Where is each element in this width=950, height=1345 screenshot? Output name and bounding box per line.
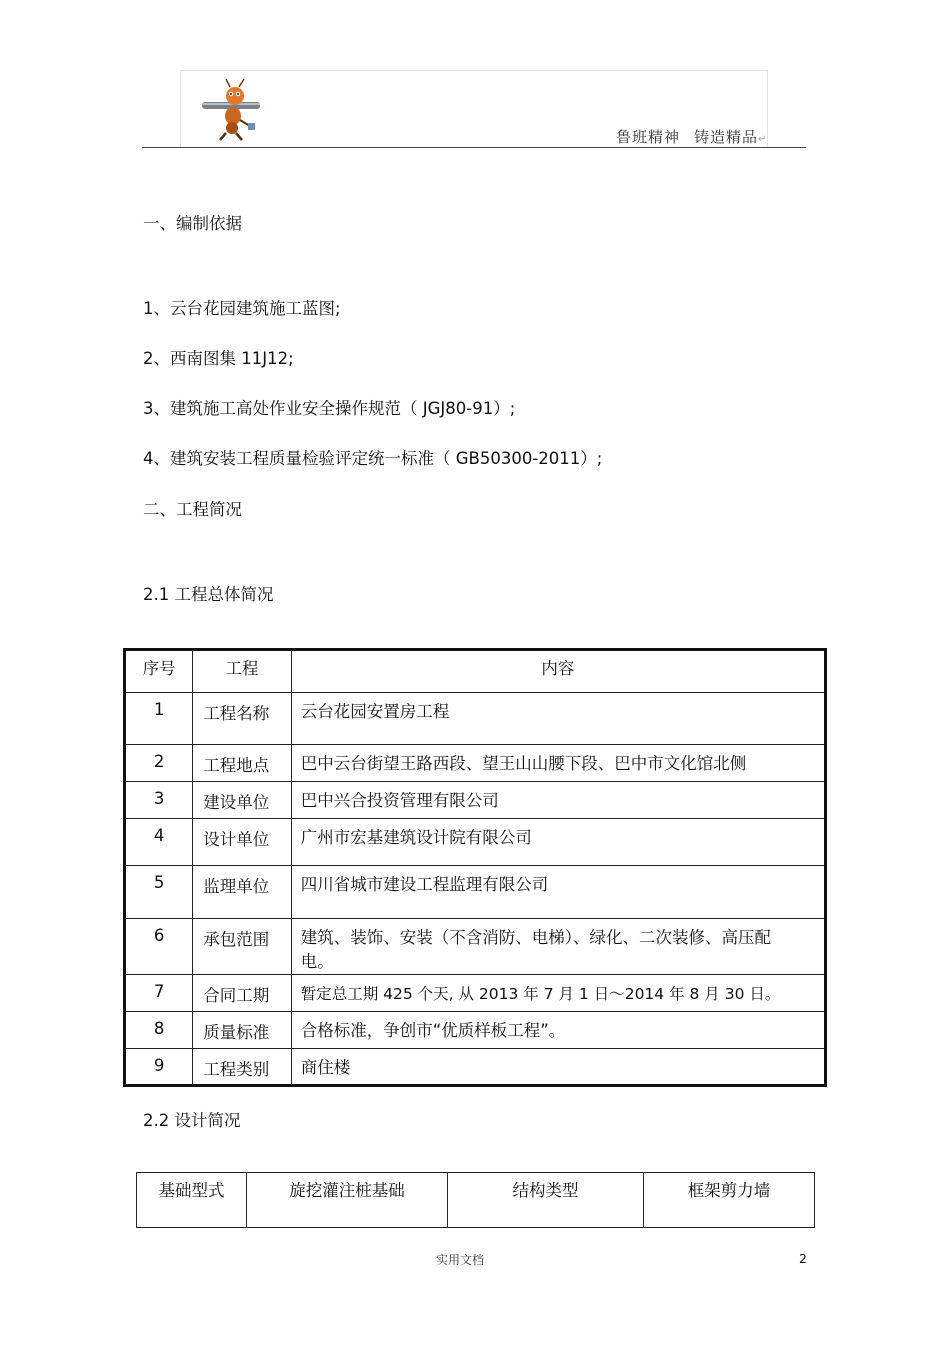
row-content: 四川省城市建设工程监理有限公司	[291, 866, 825, 919]
table-row	[137, 1173, 815, 1228]
subsection-heading-overall: 2.1 工程总体简况	[143, 585, 274, 604]
paragraph-mark-icon: ↵	[758, 134, 768, 145]
row-item: 监理单位	[193, 866, 291, 919]
row-number: 9	[125, 1049, 193, 1086]
row-number: 4	[125, 819, 193, 866]
row-content: 合格标准，争创市“优质样板工程”。	[291, 1012, 825, 1049]
header-cell-content: 内容	[291, 650, 825, 693]
ant-mascot-logo	[200, 76, 264, 142]
row-item: 建设单位	[193, 782, 291, 819]
foundation-type-label: 基础型式	[137, 1173, 247, 1228]
row-item: 工程类别	[193, 1049, 291, 1086]
row-content: 巴中兴合投资管理有限公司	[291, 782, 825, 819]
row-item: 工程地点	[193, 745, 291, 782]
page-number: 2	[799, 1251, 807, 1266]
row-content: 暂定总工期 425 个天, 从 2013 年 7 月 1 日～2014 年 8 月 30 日。	[291, 975, 825, 1012]
row-content: 商住楼	[291, 1049, 825, 1086]
motto-left: 鲁班精神	[616, 128, 681, 146]
row-item: 承包范围	[193, 919, 291, 975]
table-row	[125, 693, 826, 745]
table-row	[125, 866, 826, 919]
row-content: 云台花园安置房工程	[291, 693, 825, 745]
row-content: 巴中云台街望王路西段、望王山山腰下段、巴中市文化馆北侧	[291, 745, 825, 782]
row-item: 合同工期	[193, 975, 291, 1012]
row-item: 工程名称	[193, 693, 291, 745]
header-motto	[616, 126, 767, 147]
table-row	[125, 1012, 826, 1049]
row-number: 2	[125, 745, 193, 782]
row-item: 设计单位	[193, 819, 291, 866]
row-number: 8	[125, 1012, 193, 1049]
row-number: 6	[125, 919, 193, 975]
table-row	[125, 1049, 826, 1086]
section-heading-basis: 一、编制依据	[143, 214, 242, 233]
section-heading-overview: 二、工程简况	[143, 500, 242, 519]
table-row	[125, 919, 826, 975]
header-rule	[142, 147, 806, 148]
table-header-row	[125, 650, 826, 693]
basis-item-2: 2、西南图集 11J12;	[143, 349, 294, 368]
basis-item-3: 3、建筑施工高处作业安全操作规范（ JGJ80-91）;	[143, 399, 516, 418]
basis-item-4: 4、建筑安装工程质量检验评定统一标准（ GB50300-2011）;	[143, 449, 603, 468]
row-number: 5	[125, 866, 193, 919]
header-cell-item: 工程	[193, 650, 291, 693]
row-content: 建筑、装饰、安装（不含消防、电梯）、绿化、二次装修、高压配电。	[291, 919, 825, 975]
row-number: 3	[125, 782, 193, 819]
basis-item-1: 1、云台花园建筑施工蓝图;	[143, 299, 341, 318]
table-row	[125, 782, 826, 819]
structure-type-label: 结构类型	[448, 1173, 644, 1228]
row-number: 7	[125, 975, 193, 1012]
table-row	[125, 819, 826, 866]
footer-label: 实用文档	[436, 1253, 485, 1267]
subsection-heading-design: 2.2 设计简况	[143, 1111, 241, 1130]
project-overview-table	[123, 648, 827, 1087]
foundation-type-value: 旋挖灌注桩基础	[247, 1173, 448, 1228]
row-content: 广州市宏基建筑设计院有限公司	[291, 819, 825, 866]
table-row	[125, 975, 826, 1012]
structure-type-value: 框架剪力墙	[644, 1173, 815, 1228]
row-number: 1	[125, 693, 193, 745]
table-row	[125, 745, 826, 782]
row-item: 质量标准	[193, 1012, 291, 1049]
motto-right: 铸造精品	[694, 128, 759, 146]
design-summary-table	[136, 1172, 815, 1228]
header-cell-number: 序号	[125, 650, 193, 693]
